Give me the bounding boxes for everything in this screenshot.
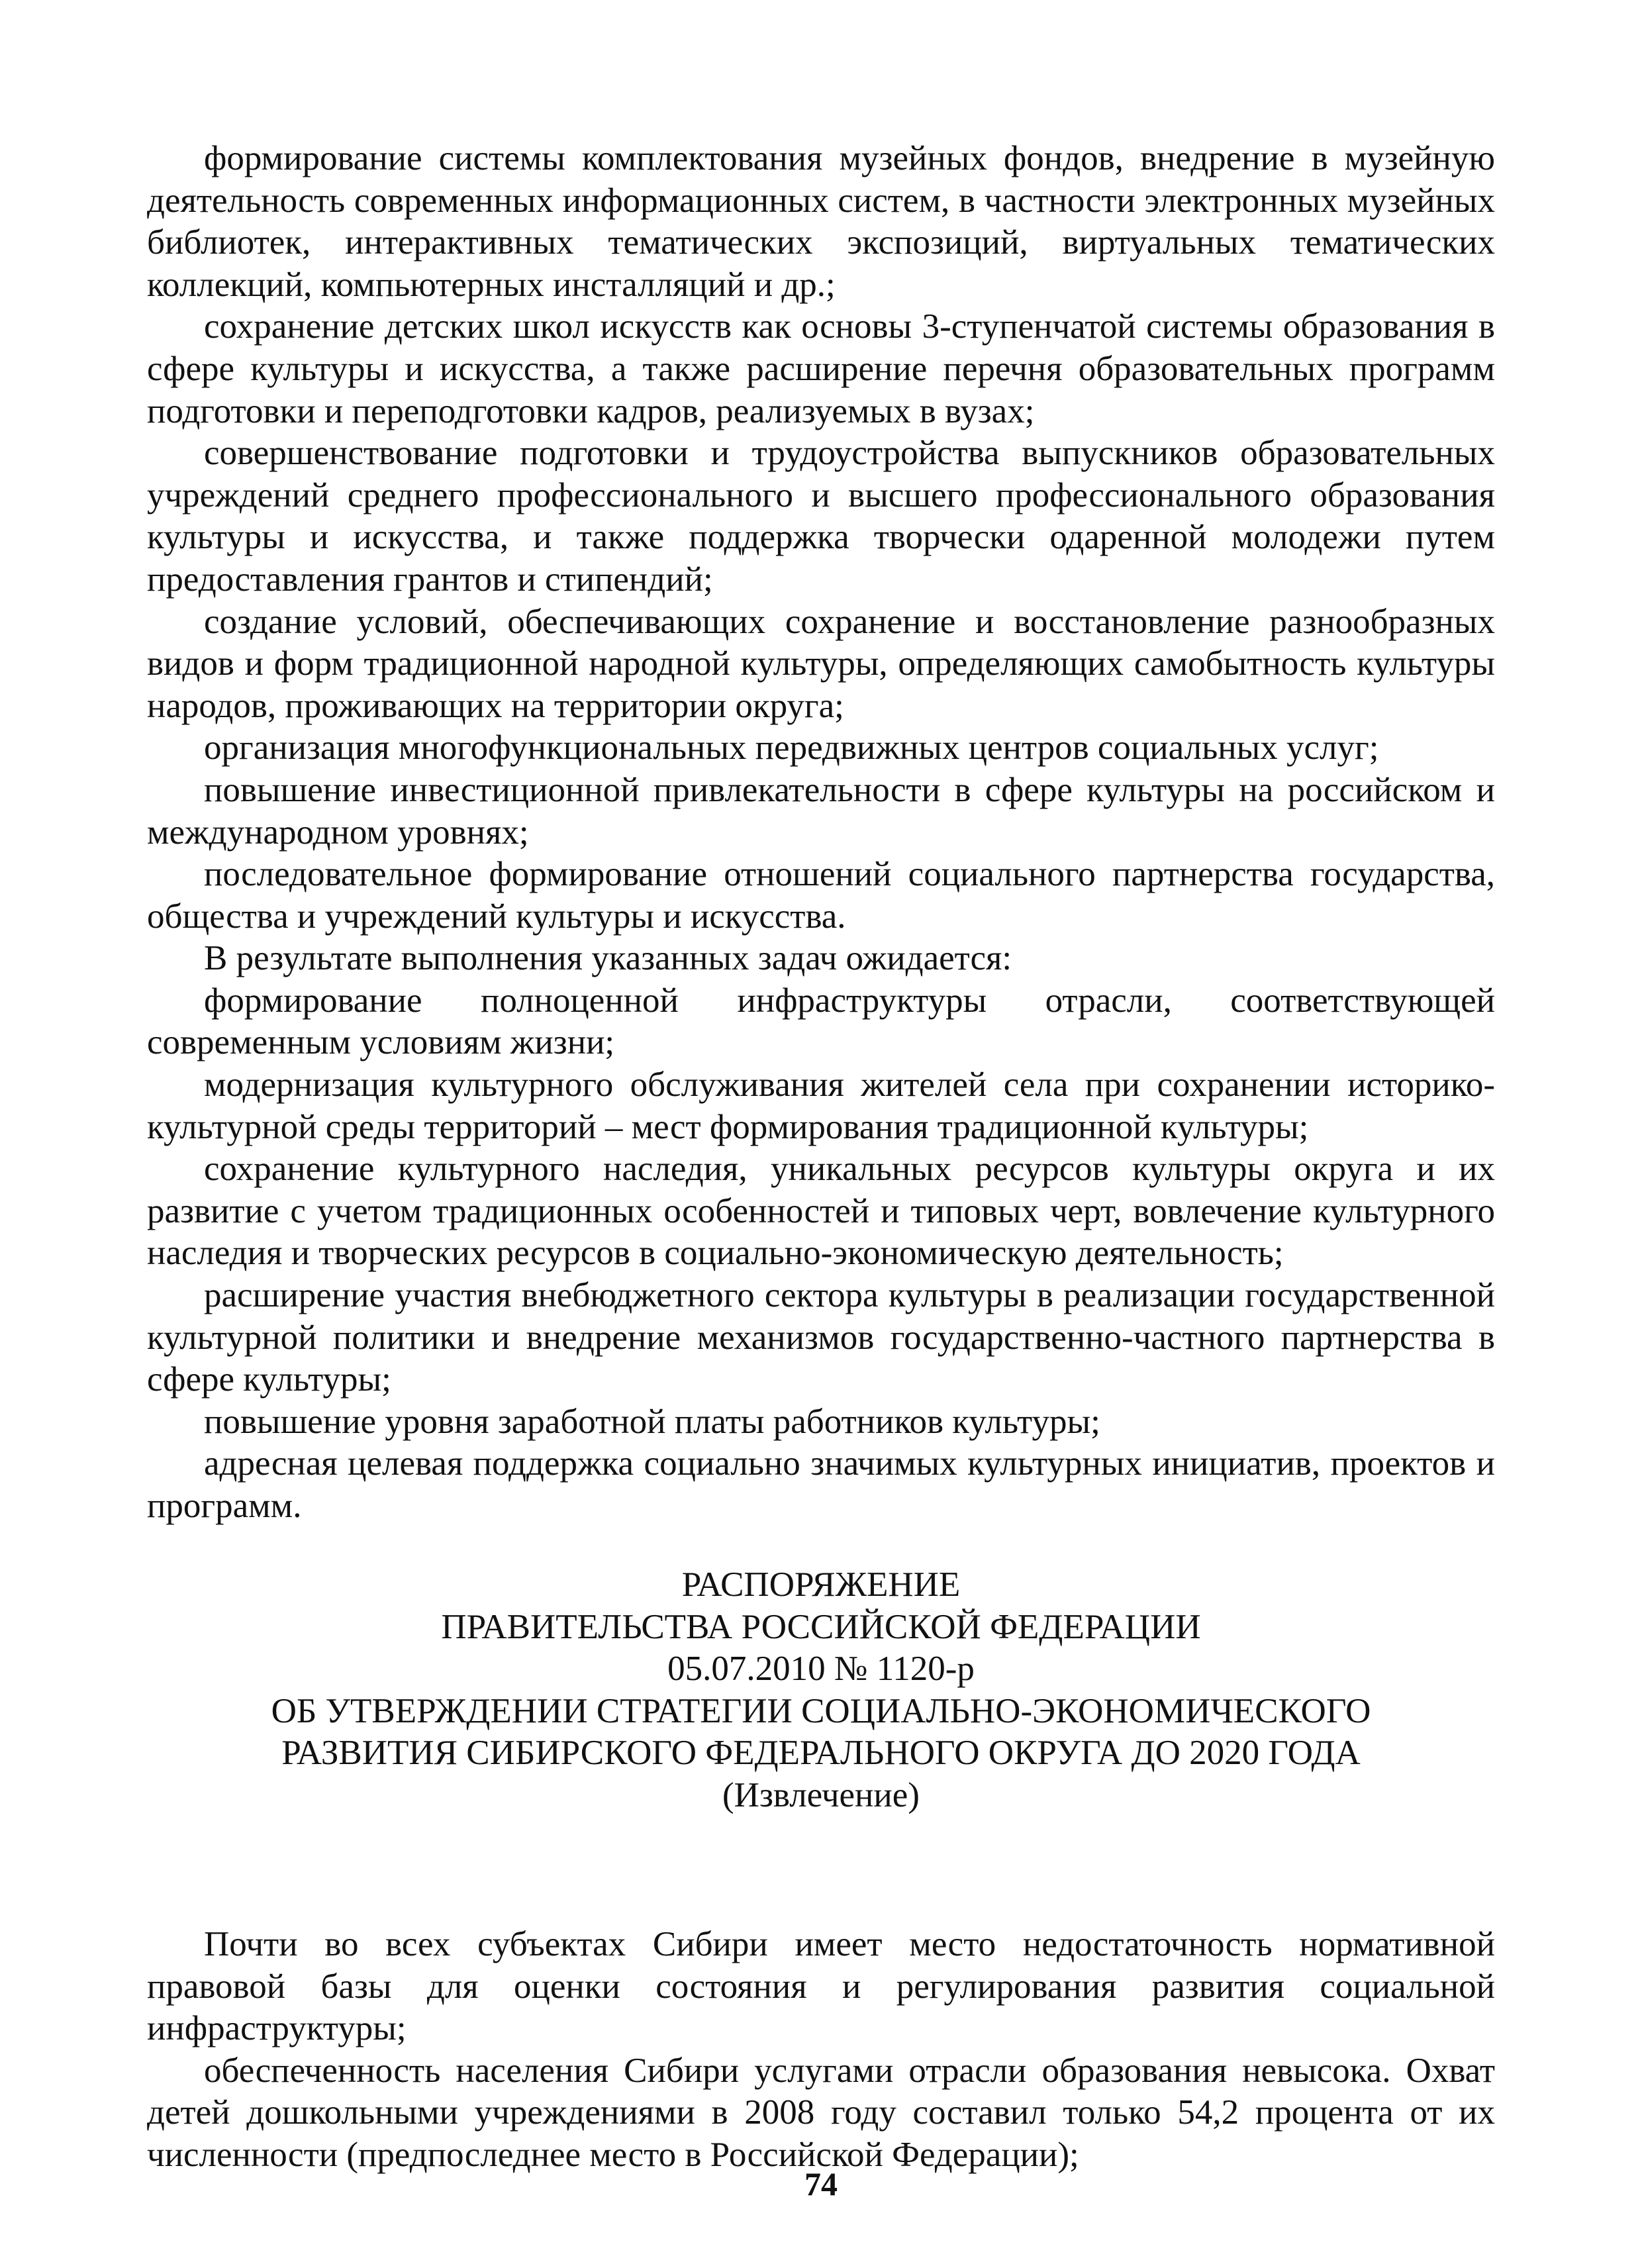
paragraph: совершенствование подготовки и трудоустройства выпускников образовательных учреждений среднего профессионального и высшего профессионального образования культуры и искусства, и также поддержка творчески одаренной молодежи путем предоставления грантов и стипендий;: [147, 434, 1495, 599]
title-line-subject-cont: РАЗВИТИЯ СИБИРСКОГО ФЕДЕРАЛЬНОГО ОКРУГА ДО 2020 ГОДА: [281, 1734, 1361, 1772]
title-line-government: ПРАВИТЕЛЬСТВА РОССИЙСКОЙ ФЕДЕРАЦИИ: [441, 1607, 1201, 1646]
body-text-top: [147, 138, 1495, 1528]
paragraph: модернизация культурного обслуживания жителей села при сохранении историко-культурной среды территорий – мест формирования традиционной культуры;: [147, 1065, 1495, 1146]
paragraph: расширение участия внебюджетного сектора культуры в реализации государственной культурной политики и внедрение механизмов государственно-частного партнерства в сфере культуры;: [147, 1276, 1495, 1399]
paragraph: формирование полноценной инфраструктуры отрасли, соответствующей современным условиям жизни;: [147, 981, 1495, 1062]
paragraph: обеспеченность населения Сибири услугами отрасли образования невысока. Охват детей дошкольными учреждениями в 2008 году составил только 54,2 процента от их численности (предпоследнее место в Российской Федерации);: [147, 2051, 1495, 2174]
paragraph: сохранение детских школ искусств как основы 3-ступенчатой системы образования в сфере культуры и искусства, а также расширение перечня образовательных программ подготовки и переподготовки кадров, реализуемых в вузах;: [147, 307, 1495, 430]
title-line-excerpt: (Извлечение): [722, 1775, 920, 1814]
title-line-date-number: 05.07.2010 № 1120-р: [667, 1650, 975, 1688]
title-line-decree: РАСПОРЯЖЕНИЕ: [681, 1565, 961, 1604]
paragraph: организация многофункциональных передвижных центров социальных услуг;: [204, 728, 1379, 767]
paragraph: адресная целевая поддержка социально значимых культурных инициатив, проектов и программ.: [147, 1444, 1495, 1525]
paragraph: Почти во всех субъектах Сибири имеет место недостаточность нормативной правовой базы для оценки состояния и регулирования развития социальной инфраструктуры;: [147, 1925, 1495, 2048]
paragraph: В результате выполнения указанных задач ожидается:: [204, 939, 1012, 978]
paragraph: повышение уровня заработной платы работников культуры;: [204, 1402, 1100, 1441]
page-number: 74: [804, 2165, 838, 2202]
paragraph: формирование системы комплектования музейных фондов, внедрение в музейную деятельность современных информационных систем, в частности электронных музейных библиотек, интерактивных тематических экспозиций, виртуальных тематических коллекций, компьютерных инсталляций и др.;: [147, 139, 1495, 304]
title-line-subject: ОБ УТВЕРЖДЕНИИ СТРАТЕГИИ СОЦИАЛЬНО-ЭКОНОМИЧЕСКОГО: [271, 1691, 1371, 1730]
document-title: [147, 1564, 1495, 1816]
paragraph: последовательное формирование отношений социального партнерства государства, общества и учреждений культуры и искусства.: [147, 855, 1495, 936]
body-text-bottom: [147, 1924, 1495, 2177]
paragraph: повышение инвестиционной привлекательности в сфере культуры на российском и международном уровнях;: [147, 770, 1495, 852]
paragraph: сохранение культурного наследия, уникальных ресурсов культуры округа и их развитие с учетом традиционных особенностей и типовых черт, вовлечение культурного наследия и творческих ресурсов в социально-экономическую деятельность;: [147, 1150, 1495, 1273]
paragraph: создание условий, обеспечивающих сохранение и восстановление разнообразных видов и форм традиционной народной культуры, определяющих самобытность культуры народов, проживающих на территории округа;: [147, 602, 1495, 725]
